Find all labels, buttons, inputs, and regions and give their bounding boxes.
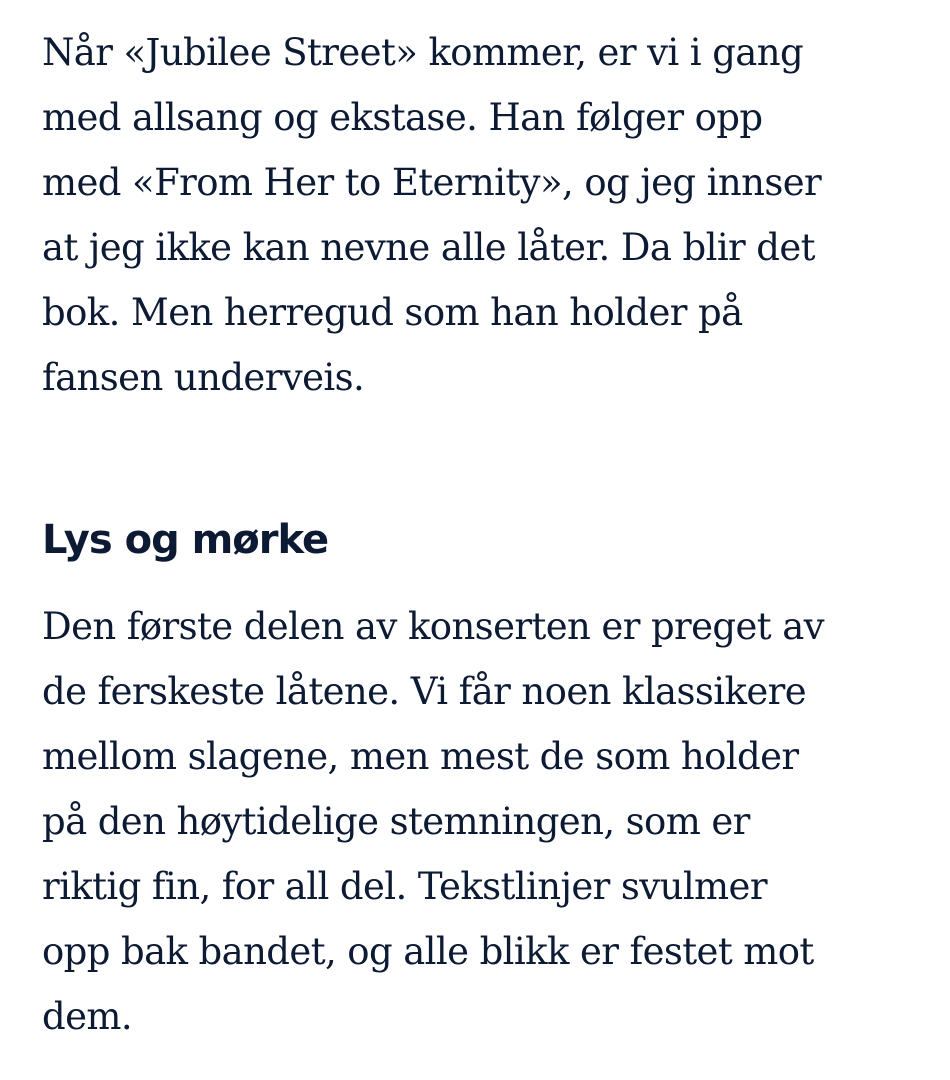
text-line: Når «Jubilee Street» kommer, er vi i gang bbox=[42, 31, 804, 74]
text-line: bok. Men herregud som han holder på bbox=[42, 291, 743, 334]
section-heading: Lys og mørke bbox=[42, 517, 329, 563]
text-line: de ferskeste låtene. Vi får noen klassikere bbox=[42, 670, 807, 713]
text-line: Den første delen av konserten er preget av bbox=[42, 605, 824, 648]
text-line: opp bak bandet, og alle blikk er festet mot bbox=[42, 930, 814, 973]
text-line: at jeg ikke kan nevne alle låter. Da blir det bbox=[42, 226, 815, 269]
text-line: med «From Her to Eternity», og jeg innser bbox=[42, 161, 822, 204]
text-line: med allsang og ekstase. Han følger opp bbox=[42, 96, 763, 139]
text-line: fansen underveis. bbox=[42, 356, 365, 399]
text-line: riktig fin, for all del. Tekstlinjer svulmer bbox=[42, 865, 767, 908]
article-paragraph bbox=[42, 594, 922, 1049]
text-line: på den høytidelige stemningen, som er bbox=[42, 800, 750, 843]
article-paragraph bbox=[42, 20, 922, 410]
text-line: dem. bbox=[42, 995, 133, 1038]
text-line: mellom slagene, men mest de som holder bbox=[42, 735, 799, 778]
